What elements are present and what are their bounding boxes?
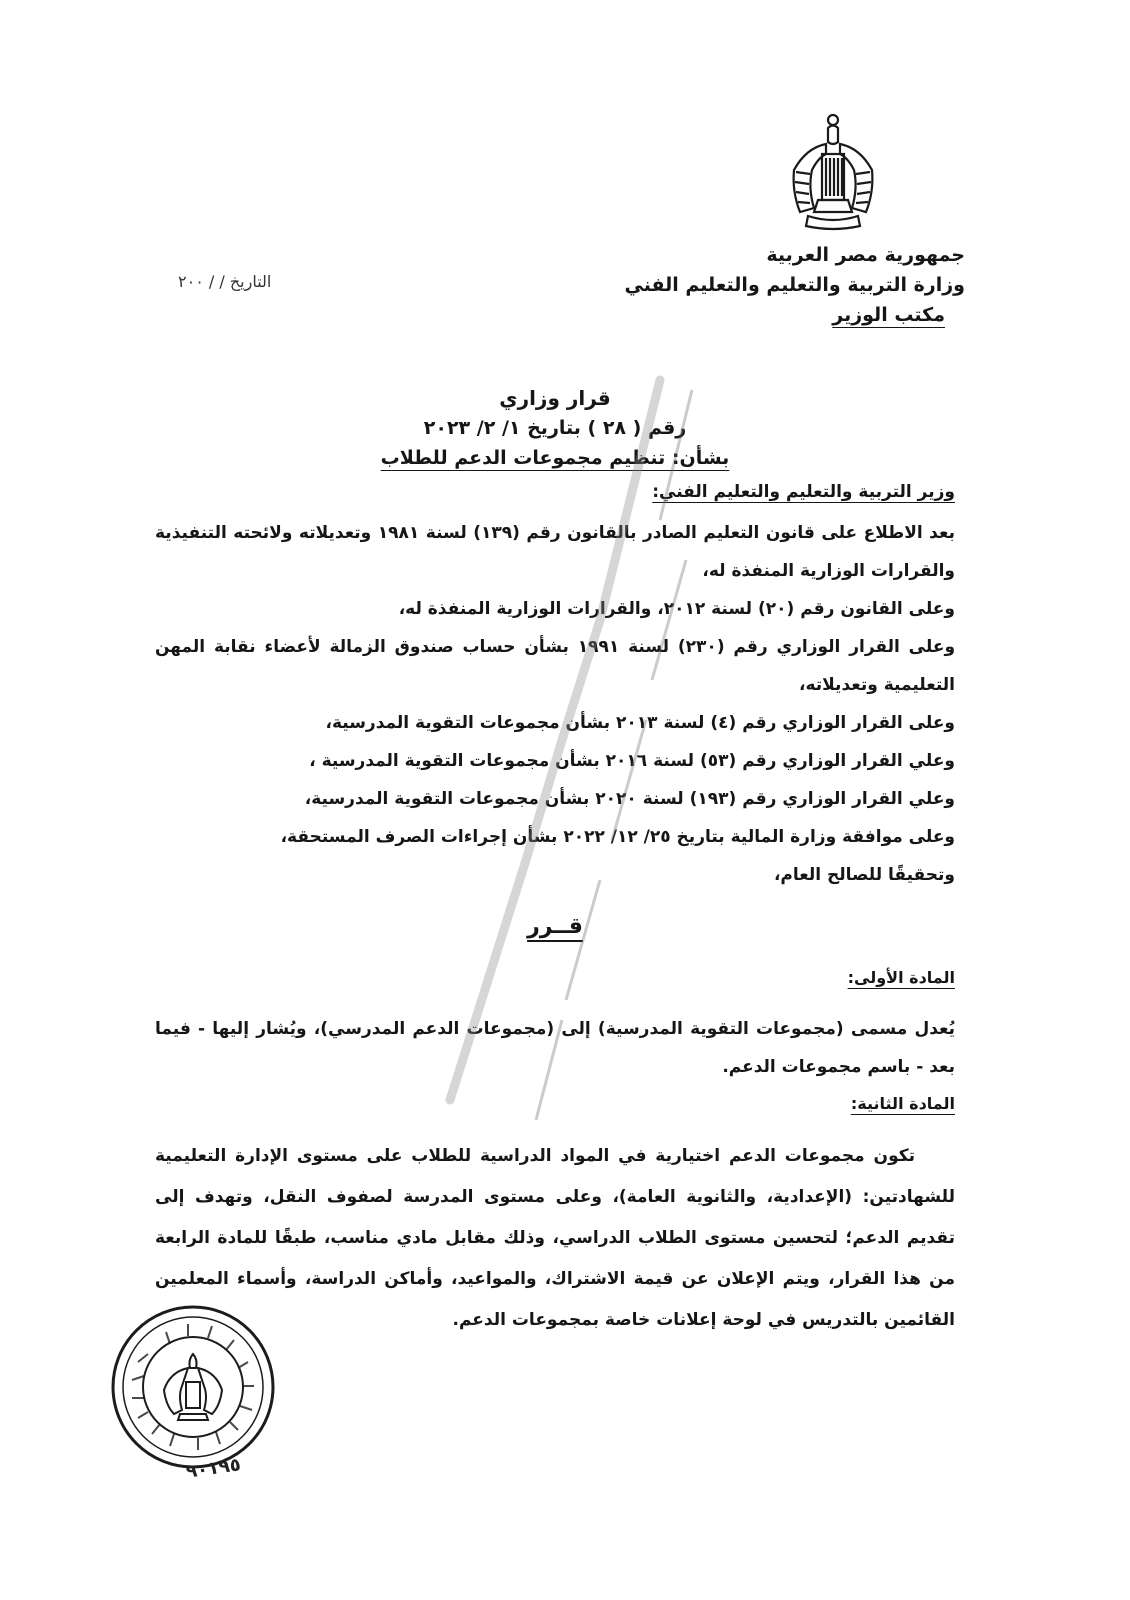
decree-title-block	[345, 383, 765, 473]
decree-subject: بشأن: تنظيم مجموعات الدعم للطلاب	[380, 447, 730, 469]
official-seal-icon	[108, 1302, 278, 1472]
country-name: جمهورية مصر العربية	[766, 244, 965, 266]
preamble-paragraph: وعلى القرار الوزاري رقم (٤) لسنة ٢٠١٣ بشأن مجموعات التقوية المدرسية،	[325, 713, 955, 733]
office-name: مكتب الوزير	[832, 304, 945, 326]
minister-heading: وزير التربية والتعليم والتعليم الفني:	[652, 482, 955, 502]
decree-title: قرار وزاري	[499, 386, 611, 410]
article-2-text: تكون مجموعات الدعم اختيارية في المواد الدراسية للطلاب على مستوى الإدارة التعليمية للشهادتين: (الإعدادية، والثانوية العامة)، وعلى مستوى المدرسة لصفوف النقل، وتهدف إلى تقديم الدعم؛ لتحسين مستوى الطلاب الدراسي، وذلك مقابل مادي مناسب، طبقًا للمادة الرابعة من هذا القرار، ويتم الإعلان عن قيمة الاشتراك، والمواعيد، وأماكن الدراسة، وأسماء المعلمين القائمين بالتدريس في لوحة إعلانات خاصة بمجموعات الدعم.	[155, 1146, 955, 1330]
ministry-name: وزارة التربية والتعليم والتعليم الفني	[624, 274, 965, 296]
preamble-paragraph: وعلى القانون رقم (٢٠) لسنة ٢٠١٢، والقرارات الوزارية المنفذة له،	[398, 599, 955, 619]
decree-number: رقم ( ٢٨ ) بتاريخ ١/ ٢/ ٢٠٢٣	[423, 417, 687, 439]
decided-heading: قــرر	[527, 914, 583, 939]
preamble-paragraph: وتحقيقًا للصالح العام،	[773, 865, 955, 885]
article-1-heading: المادة الأولى:	[847, 968, 955, 987]
preamble-paragraph: وعلي القرار الوزاري رقم (١٩٣) لسنة ٢٠٢٠ بشأن مجموعات التقوية المدرسية،	[304, 789, 955, 809]
preamble-paragraph: بعد الاطلاع على قانون التعليم الصادر بالقانون رقم (١٣٩) لسنة ١٩٨١ وتعديلاته ولائحته التنفيذية والقرارات الوزارية المنفذة له،	[155, 523, 955, 581]
preamble-paragraph: وعلى القرار الوزاري رقم (٢٣٠) لسنة ١٩٩١ بشأن حساب صندوق الزمالة لأعضاء نقابة المهن التعليمية وتعديلاته،	[155, 637, 956, 695]
article-1-body	[155, 1010, 955, 1086]
article-2-heading: المادة الثانية:	[850, 1094, 955, 1113]
preamble	[155, 514, 955, 894]
stamp-number: ٩٠١٩٥	[184, 1454, 243, 1483]
eagle-emblem-icon	[788, 108, 878, 232]
preamble-paragraph: وعلي القرار الوزاري رقم (٥٣) لسنة ٢٠١٦ بشأن مجموعات التقوية المدرسية ،	[309, 751, 955, 771]
date-field: التاريخ / / ٢٠٠	[178, 272, 272, 291]
preamble-paragraph: وعلى موافقة وزارة المالية بتاريخ ٢٥/ ١٢/ ٢٠٢٢ بشأن إجراءات الصرف المستحقة،	[280, 827, 955, 847]
article-1-text: يُعدل مسمى (مجموعات التقوية المدرسية) إلى (مجموعات الدعم المدرسي)، ويُشار إليها - فيما بعد - باسم مجموعات الدعم.	[155, 1019, 955, 1077]
letterhead	[624, 240, 965, 330]
